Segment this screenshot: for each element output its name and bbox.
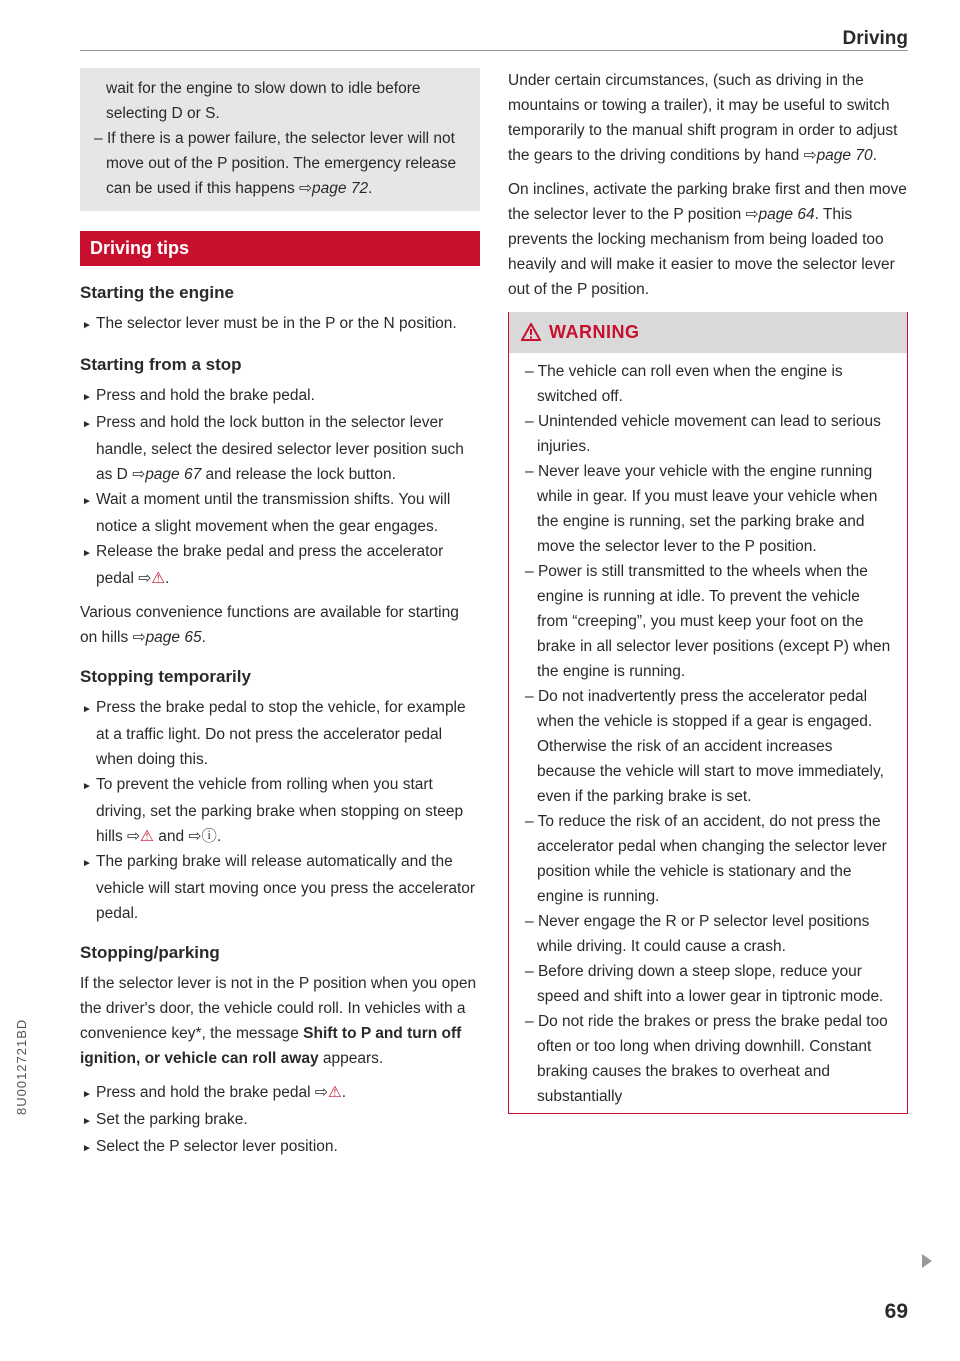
arrow-ref-icon: ⇨	[188, 828, 202, 845]
page-ref-link[interactable]: page 65	[145, 629, 202, 646]
warning-header	[509, 312, 907, 353]
heading-stopping-parking: Stopping/parking	[80, 943, 220, 962]
step-arrow-icon: ►	[82, 548, 92, 559]
hill-start-note: Various convenience functions are available for starting on hills ⇨page 65.	[80, 604, 459, 646]
heading-starting-engine: Starting the engine	[80, 283, 234, 302]
step-item: ► To prevent the vehicle from rolling when you start driving, set the parking brake when stopping on steep hills ⇨⚠ and ⇨ⓘ.	[82, 776, 464, 845]
left-column	[80, 68, 480, 1161]
arrow-ref-icon: ⇨	[314, 1084, 328, 1101]
step-arrow-icon: ►	[82, 1089, 92, 1100]
step-text: Press and hold the brake pedal.	[96, 387, 315, 404]
step-arrow-icon: ►	[82, 858, 92, 869]
continue-arrow-icon	[922, 1254, 932, 1268]
step-text: To prevent the vehicle from rolling when you start driving, set the parking brake when stopping on steep hills	[96, 776, 464, 845]
heading-starting-stop: Starting from a stop	[80, 355, 242, 374]
step-text: Release the brake pedal and press the accelerator pedal	[96, 543, 444, 587]
step-item	[80, 1107, 480, 1134]
step-arrow-icon: ►	[82, 1143, 92, 1154]
warning-title: WARNING	[549, 322, 640, 342]
page-ref-link[interactable]: page 72	[312, 180, 369, 197]
running-header-title: Driving	[842, 28, 908, 49]
step-text: and	[158, 828, 185, 845]
step-item	[80, 383, 480, 410]
step-arrow-icon: ►	[82, 781, 92, 792]
warning-triangle-icon[interactable]: ⚠	[327, 1084, 342, 1101]
step-item	[80, 695, 480, 772]
warning-item-text: Unintended vehicle movement can lead to serious injuries.	[537, 413, 881, 455]
warning-item: – The vehicle can roll even when the engine is switched off.	[525, 363, 843, 405]
warning-item: – Power is still transmitted to the wheels when the engine is running at idle. To prevent the vehicle from “creeping”, you must keep your foot on the brake in all selector lever positions (except P) when the engine is running.	[525, 563, 891, 680]
step-arrow-icon: ►	[82, 419, 92, 430]
step-item: ► Release the brake pedal and press the accelerator pedal ⇨⚠.	[82, 543, 444, 587]
para-text: . This prevents the locking mechanism from being loaded too heavily and will make it easier to move the selector lever out of the P position.	[508, 206, 895, 298]
heading-stopping-temporarily: Stopping temporarily	[80, 667, 251, 686]
step-text: The parking brake will release automatically and the vehicle will start moving once you press the accelerator pedal.	[96, 853, 476, 922]
warning-item-text: Do not ride the brakes or press the brake pedal too often or too long when driving downhill. Constant braking causes the brakes to overheat and substantially	[537, 1013, 888, 1105]
warning-triangle-icon[interactable]: ⚠	[151, 570, 166, 587]
warning-item: – To reduce the risk of an accident, do not press the accelerator pedal when changing the selector lever position while the vehicle is stationary and the engine is running.	[525, 813, 887, 905]
para-text: Under certain circumstances, (such as driving in the mountains or towing a trailer), it may be useful to switch temporarily to the manual shift program in order to adjust the gears to the driving conditions by hand	[508, 72, 898, 164]
page-ref-link[interactable]: page 67	[145, 466, 202, 483]
warning-item: – Never leave your vehicle with the engine running while in gear. If you must leave your vehicle when the engine is running, set the parking brake and move the selector lever to the P position.	[525, 463, 878, 555]
step-text: Press and hold the brake pedal	[96, 1084, 311, 1101]
continued-list-item: – If there is a power failure, the selector lever will not move out of the P position. The emergency release can be used if this happens ⇨page 72.	[94, 130, 457, 197]
list-item-text: If there is a power failure, the selector lever will not move out of the P position. The emergency release can be used if this happens	[106, 130, 457, 197]
parking-paragraph	[80, 971, 480, 1071]
warning-box	[508, 312, 908, 1114]
warning-item-text: To reduce the risk of an accident, do not press the accelerator pedal when changing the selector lever position while the vehicle is stationary and the engine is running.	[537, 813, 887, 905]
right-column	[508, 68, 908, 1114]
step-text: Select the P selector lever position.	[96, 1138, 338, 1155]
step-text: Press and hold the lock button in the selector lever handle, select the desired selector lever position such as D	[96, 414, 464, 483]
warning-item-text: The vehicle can roll even when the engine is switched off.	[537, 363, 843, 405]
arrow-ref-icon: ⇨	[138, 570, 152, 587]
step-text: Wait a moment until the transmission shifts. You will notice a slight movement when the gear engages.	[96, 491, 451, 535]
arrow-ref-icon: ⇨	[803, 147, 817, 164]
step-item	[80, 1134, 480, 1161]
arrow-ref-icon: ⇨	[745, 206, 759, 223]
step-text: The selector lever must be in the P or the N position.	[96, 315, 457, 332]
step-text: and release the lock button.	[205, 466, 396, 483]
page-ref-link[interactable]: page 64	[758, 206, 815, 223]
inclines-paragraph	[508, 177, 908, 302]
step-item	[80, 487, 480, 539]
document-code: 8U0012721BD	[14, 1018, 29, 1115]
arrow-ref-icon: ⇨	[132, 466, 146, 483]
step-text: Set the parking brake.	[96, 1111, 248, 1128]
warning-item: – Unintended vehicle movement can lead to serious injuries.	[525, 413, 881, 455]
warning-item: – Do not inadvertently press the accelerator pedal when the vehicle is stopped if a gear is engaged. Otherwise the risk of an accident increases because the vehicle will start to move immediately, even if the parking brake is set.	[525, 688, 884, 805]
header-rule	[80, 50, 908, 51]
continued-list-box	[80, 68, 480, 211]
page-ref-link[interactable]: page 70	[816, 147, 873, 164]
note-text: Various convenience functions are available for starting on hills	[80, 604, 459, 646]
step-text: Press the brake pedal to stop the vehicle, for example at a traffic light. Do not press the accelerator pedal when doing this.	[96, 699, 466, 768]
page-number: 69	[884, 1300, 908, 1323]
step-arrow-icon: ►	[82, 704, 92, 715]
para-text: appears.	[322, 1050, 384, 1067]
continued-text: wait for the engine to slow down to idle before selecting D or S.	[106, 80, 421, 122]
warning-item: – Do not ride the brakes or press the brake pedal too often or too long when driving downhill. Constant braking causes the brakes to overheat and substantially	[525, 1013, 888, 1105]
message-text: Shift to P and turn off ignition, or vehicle can roll away	[80, 1025, 462, 1067]
warning-item-text: Before driving down a steep slope, reduce your speed and shift into a lower gear in tiptronic mode.	[537, 963, 884, 1005]
warning-item-text: Never leave your vehicle with the engine running while in gear. If you must leave your vehicle when the engine is running, set the parking brake and move the selector lever to the P position.	[537, 463, 878, 555]
step-arrow-icon: ►	[82, 496, 92, 507]
warning-item-text: Never engage the R or P selector level positions while driving. It could cause a crash.	[537, 913, 870, 955]
step-item	[80, 849, 480, 926]
warning-item: – Never engage the R or P selector level positions while driving. It could cause a crash.	[525, 913, 870, 955]
step-arrow-icon: ►	[82, 392, 92, 403]
warning-item-text: Power is still transmitted to the wheels when the engine is running at idle. To prevent the vehicle from “creeping”, you must keep your foot on the brake in all selector lever positions (except P) when the engine is running.	[537, 563, 891, 680]
warning-triangle-icon	[521, 323, 541, 341]
warning-body	[509, 353, 907, 1113]
step-item	[80, 410, 480, 487]
warning-triangle-icon[interactable]: ⚠	[140, 828, 154, 845]
step-item	[80, 311, 480, 338]
warning-item: – Before driving down a steep slope, reduce your speed and shift into a lower gear in tiptronic mode.	[525, 963, 884, 1005]
warning-item-text: Do not inadvertently press the accelerator pedal when the vehicle is stopped if a gear is engaged. Otherwise the risk of an accident increases because the vehicle will start to move immediately, even if the parking brake is set.	[537, 688, 884, 805]
step-arrow-icon: ►	[82, 320, 92, 331]
note-circle-icon[interactable]: ⓘ	[201, 828, 217, 845]
arrow-ref-icon: ⇨	[127, 828, 141, 845]
step-arrow-icon: ►	[82, 1116, 92, 1127]
arrow-ref-icon: ⇨	[132, 629, 146, 646]
manual-shift-paragraph: Under certain circumstances, (such as driving in the mountains or towing a trailer), it may be useful to switch temporarily to the manual shift program in order to adjust the gears to the driving conditions by hand ⇨page 70.	[508, 72, 898, 164]
step-item: ► Press and hold the brake pedal ⇨⚠.	[80, 1080, 480, 1107]
para-text: On inclines, activate the parking brake first and then move the selector lever to the P position	[508, 181, 907, 223]
section-title-bar: Driving tips	[80, 231, 480, 266]
arrow-ref-icon: ⇨	[299, 180, 313, 197]
para-text: If the selector lever is not in the P position when you open the driver's door, the vehicle could roll. In vehicles with a convenience key*, the message	[80, 975, 477, 1042]
